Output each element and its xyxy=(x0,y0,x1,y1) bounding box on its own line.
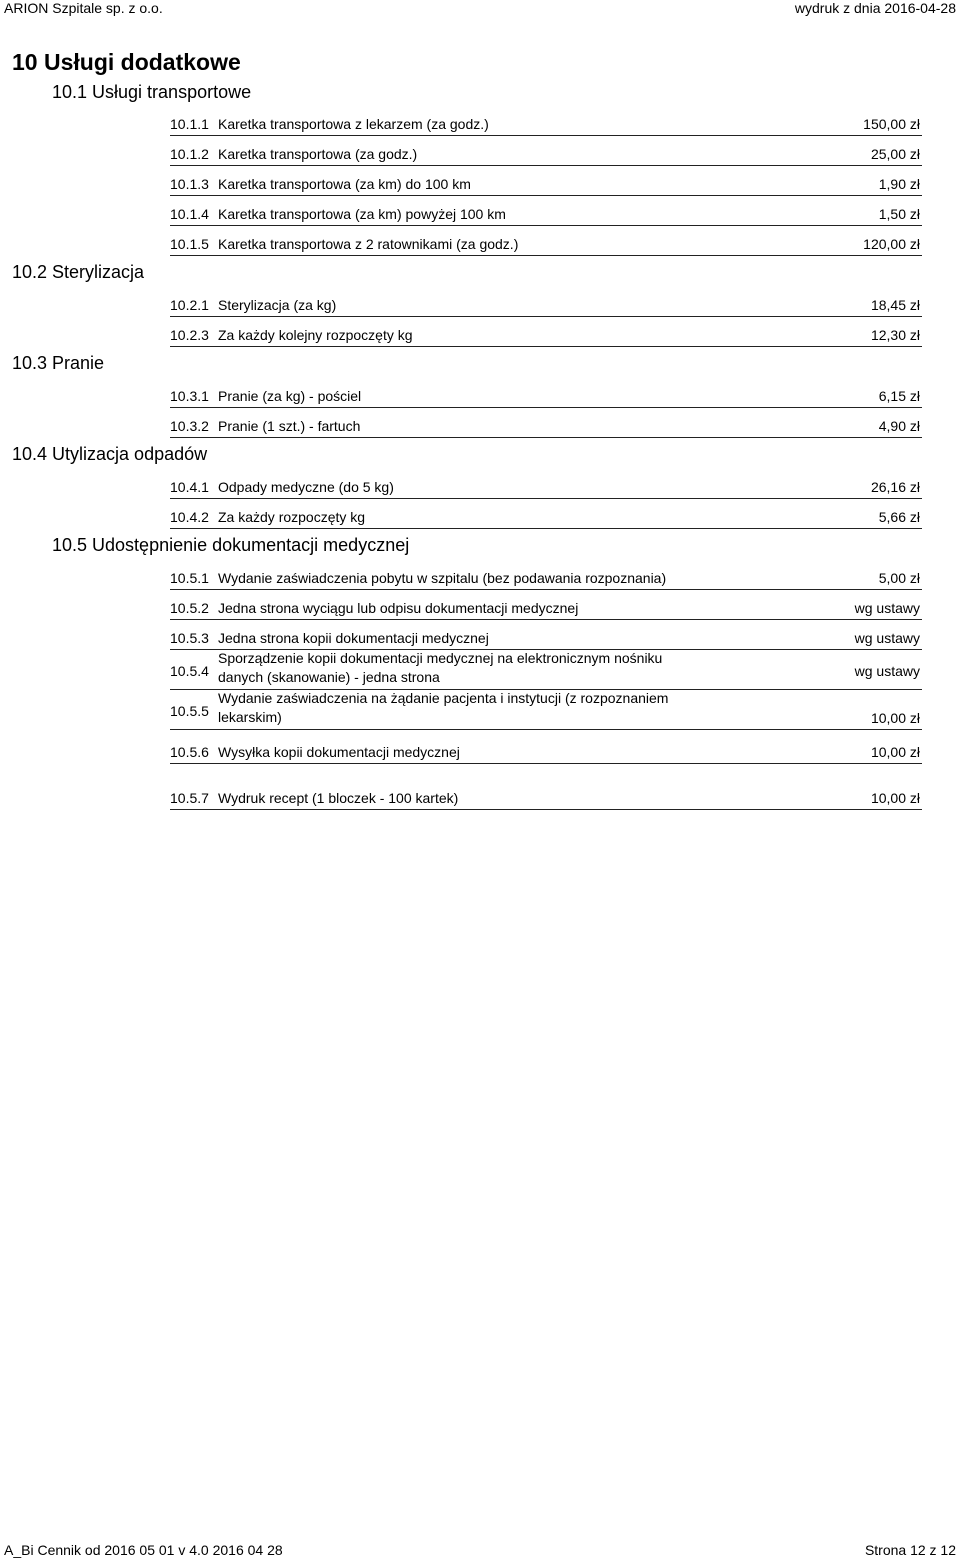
item-name: Pranie (1 szt.) - fartuch xyxy=(218,418,361,434)
row-divider xyxy=(170,498,922,499)
item-price: 26,16 zł xyxy=(870,479,920,495)
row-divider xyxy=(170,528,922,529)
row-divider xyxy=(170,763,922,764)
item-number: 10.1.1 xyxy=(170,116,209,132)
item-number: 10.2.3 xyxy=(170,327,209,343)
row-divider xyxy=(170,135,922,136)
item-number: 10.5.1 xyxy=(170,570,209,586)
price-row xyxy=(170,781,922,810)
row-divider xyxy=(170,407,922,408)
row-divider xyxy=(170,225,922,226)
item-name: Karetka transportowa (za km) powyżej 100 km xyxy=(218,206,506,222)
item-number: 10.3.2 xyxy=(170,418,209,434)
item-name: Karetka transportowa (za km) do 100 km xyxy=(218,176,471,192)
row-divider xyxy=(170,316,922,317)
item-price: 1,90 zł xyxy=(878,176,920,192)
item-price: wg ustawy xyxy=(854,630,920,646)
item-price: 25,00 zł xyxy=(870,146,920,162)
item-price: wg ustawy xyxy=(854,600,920,616)
subsection-title-waste: 10.4 Utylizacja odpadów xyxy=(12,444,208,464)
item-name: Jedna strona kopii dokumentacji medycznej xyxy=(218,630,489,646)
subsection-title-transport: 10.1 Usługi transportowe xyxy=(52,82,252,102)
item-number: 10.5.7 xyxy=(170,790,209,806)
item-name: Sterylizacja (za kg) xyxy=(218,297,337,313)
item-name: Odpady medyczne (do 5 kg) xyxy=(218,479,394,495)
item-price: wg ustawy xyxy=(854,663,920,679)
row-divider xyxy=(170,195,922,196)
row-divider xyxy=(170,437,922,438)
row-divider xyxy=(170,619,922,620)
item-name-line1: Wydanie zaświadczenia na żądanie pacjenta i instytucji (z rozpoznaniem xyxy=(218,690,669,706)
item-number: 10.4.1 xyxy=(170,479,209,495)
item-price: 4,90 zł xyxy=(878,418,920,434)
item-name: Za każdy kolejny rozpoczęty kg xyxy=(218,327,413,343)
item-price: 10,00 zł xyxy=(870,744,920,760)
item-name: Wydanie zaświadczenia pobytu w szpitalu (bez podawania rozpoznania) xyxy=(218,570,667,586)
item-name-line1: Sporządzenie kopii dokumentacji medycznej na elektronicznym nośniku xyxy=(218,650,663,666)
item-number: 10.1.2 xyxy=(170,146,209,162)
item-number: 10.1.5 xyxy=(170,236,209,252)
item-name: Karetka transportowa (za godz.) xyxy=(218,146,418,162)
subsection-title-laundry: 10.3 Pranie xyxy=(12,353,105,373)
item-price: 5,66 zł xyxy=(878,509,920,525)
item-price: 150,00 zł xyxy=(863,116,920,132)
row-divider xyxy=(170,589,922,590)
price-row xyxy=(170,591,922,620)
document-name: A_Bi Cennik od 2016 05 01 v 4.0 2016 04 28 xyxy=(4,1542,283,1558)
row-divider xyxy=(170,809,922,810)
section-title: 10 Usługi dodatkowe xyxy=(12,49,241,75)
item-name: Wydruk recept (1 bloczek - 100 kartek) xyxy=(218,790,459,806)
price-row xyxy=(170,691,922,730)
price-row xyxy=(170,621,922,650)
row-divider xyxy=(170,255,922,256)
price-row xyxy=(170,735,922,764)
item-number: 10.1.3 xyxy=(170,176,209,192)
item-number: 10.5.4 xyxy=(170,663,209,679)
item-number: 10.5.2 xyxy=(170,600,209,616)
item-number: 10.3.1 xyxy=(170,388,209,404)
price-row xyxy=(170,107,922,136)
price-row xyxy=(170,288,922,317)
item-name: Pranie (za kg) - pościel xyxy=(218,388,362,404)
item-name: Jedna strona wyciągu lub odpisu dokumentacji medycznej xyxy=(218,600,579,616)
item-number: 10.5.5 xyxy=(170,703,209,719)
item-name-line2: danych (skanowanie) - jedna strona xyxy=(218,669,440,685)
price-row xyxy=(170,167,922,196)
item-number: 10.5.3 xyxy=(170,630,209,646)
item-price: 10,00 zł xyxy=(870,790,920,806)
item-price: 12,30 zł xyxy=(870,327,920,343)
print-date: wydruk z dnia 2016-04-28 xyxy=(794,0,956,16)
item-price: 1,50 zł xyxy=(878,206,920,222)
price-row xyxy=(170,409,922,438)
item-price: 5,00 zł xyxy=(878,570,920,586)
price-row xyxy=(170,561,922,590)
price-row xyxy=(170,651,922,690)
row-divider xyxy=(170,729,922,730)
item-number: 10.5.6 xyxy=(170,744,209,760)
item-price: 18,45 zł xyxy=(870,297,920,313)
price-row xyxy=(170,197,922,226)
price-row xyxy=(170,379,922,408)
item-name xyxy=(218,649,778,687)
item-price: 10,00 zł xyxy=(870,710,920,726)
item-name: Wysyłka kopii dokumentacji medycznej xyxy=(218,744,460,760)
item-price: 120,00 zł xyxy=(863,236,920,252)
row-divider xyxy=(170,165,922,166)
price-row xyxy=(170,318,922,347)
company-name: ARION Szpitale sp. z o.o. xyxy=(4,0,163,16)
item-price: 6,15 zł xyxy=(878,388,920,404)
item-name: Karetka transportowa z lekarzem (za godz.) xyxy=(218,116,489,132)
item-name-line2: lekarskim) xyxy=(218,709,282,725)
item-name xyxy=(218,689,778,727)
row-divider xyxy=(170,346,922,347)
item-number: 10.4.2 xyxy=(170,509,209,525)
item-number: 10.2.1 xyxy=(170,297,209,313)
subsection-title-sterilization: 10.2 Sterylizacja xyxy=(12,262,145,282)
item-name: Za każdy rozpoczęty kg xyxy=(218,509,366,525)
subsection-title-documentation: 10.5 Udostępnienie dokumentacji medycznej xyxy=(52,535,410,555)
price-row xyxy=(170,470,922,499)
price-row xyxy=(170,227,922,256)
item-name: Karetka transportowa z 2 ratownikami (za godz.) xyxy=(218,236,519,252)
page-number: Strona 12 z 12 xyxy=(864,1542,956,1558)
price-row xyxy=(170,500,922,529)
item-number: 10.1.4 xyxy=(170,206,209,222)
price-row xyxy=(170,137,922,166)
